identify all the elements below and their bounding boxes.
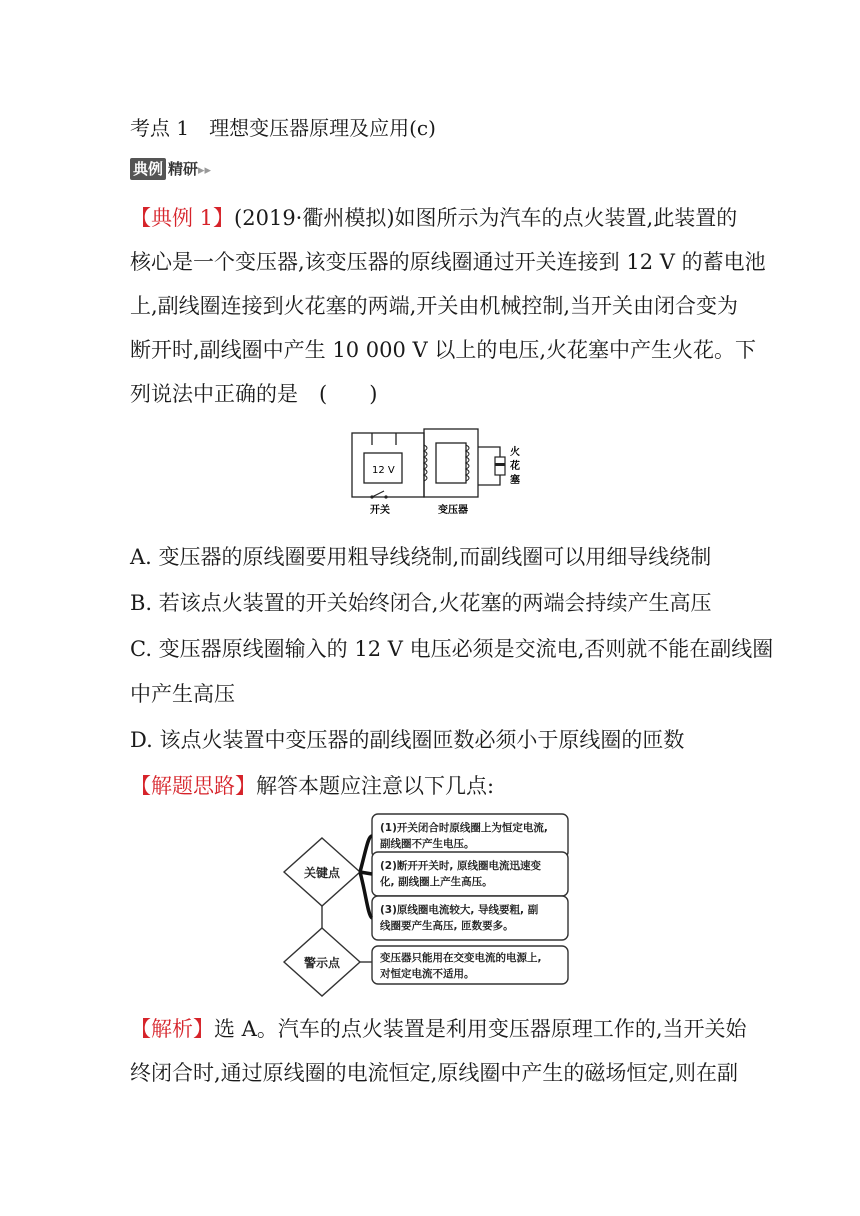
badge-arrow-icon: ▸▸: [198, 163, 212, 178]
warning-label: 警示点: [304, 956, 341, 970]
analysis-tag: 【解析】: [130, 1017, 214, 1041]
option-c: C. 变压器原线圈输入的 12 V 电压必须是交流电,否则就不能在副线圈: [130, 637, 774, 661]
analysis-line-2: 终闭合时,通过原线圈的电流恒定,原线圈中产生的磁场恒定,则在副: [130, 1061, 739, 1085]
key-point-box-2: [372, 852, 568, 896]
key-point-2-line-2: 化, 副线圈上产生高压。: [380, 876, 493, 888]
switch-label: 开关: [370, 505, 390, 516]
badge-part2: 精研: [168, 160, 199, 178]
warning-point-line-1: 变压器只能用在交变电流的电源上,: [380, 952, 542, 964]
example-text: (2019·衢州模拟)如图所示为汽车的点火装置,此装置的: [234, 206, 738, 230]
example-line-1: [130, 204, 737, 232]
example-tag: 【典例 1】: [130, 206, 235, 230]
transformer-label: 变压器: [438, 505, 468, 516]
approach-text: 解答本题应注意以下几点:: [256, 774, 495, 798]
ignition-circuit-figure: [340, 425, 530, 517]
battery-label: 12 V: [372, 465, 395, 476]
badge-part1: 典例: [130, 158, 166, 180]
key-point-3-line-2: 线圈要产生高压, 匝数要多。: [380, 920, 514, 932]
key-point-3-line-1: (3)原线圈电流较大, 导线要粗, 副: [380, 904, 539, 916]
example-line-5: 列说法中正确的是 ( ): [130, 382, 378, 406]
plug-label-3: 塞: [510, 475, 520, 486]
option-c-continued: 中产生高压: [130, 682, 235, 706]
key-point-box-3: [372, 896, 568, 940]
example-line-4: 断开时,副线圈中产生 10 000 V 以上的电压,火花塞中产生火花。下: [130, 338, 757, 362]
approach-line: [130, 772, 494, 800]
warning-point-line-2: 对恒定电流不适用。: [380, 968, 475, 980]
section-heading: 考点 1 理想变压器原理及应用(c): [130, 116, 436, 140]
secondary-coil: [466, 445, 469, 481]
key-point-1-line-2: 副线圈不产生电压。: [380, 838, 475, 850]
key-point-1-line-1: (1)开关闭合时原线圈上为恒定电流,: [380, 822, 548, 834]
primary-coil: [424, 445, 427, 481]
key-label: 关键点: [304, 866, 341, 880]
transformer-core: [424, 429, 478, 497]
analysis-text: 选 A。汽车的点火装置是利用变压器原理工作的,当开关始: [214, 1017, 747, 1041]
plug-label-2: 花: [510, 461, 520, 472]
example-line-3: 上,副线圈连接到火花塞的两端,开关由机械控制,当开关由闭合变为: [130, 294, 739, 318]
brace-icon: [360, 836, 372, 918]
key-points-diagram: [280, 810, 580, 1000]
key-point-2-line-1: (2)断开开关时, 原线圈电流迅速变: [380, 860, 542, 872]
plug-label-1: 火: [510, 447, 520, 458]
example-line-2: 核心是一个变压器,该变压器的原线圈通过开关连接到 12 V 的蓄电池: [130, 250, 766, 274]
analysis-line-1: [130, 1015, 747, 1043]
approach-tag: 【解题思路】: [130, 774, 256, 798]
option-b: B. 若该点火装置的开关始终闭合,火花塞的两端会持续产生高压: [130, 591, 712, 615]
example-study-badge: [130, 158, 226, 182]
switch-icon: [372, 491, 384, 497]
option-a: A. 变压器的原线圈要用粗导线绕制,而副线圈可以用细导线绕制: [130, 545, 712, 569]
option-d: D. 该点火装置中变压器的副线圈匝数必须小于原线圈的匝数: [130, 728, 685, 752]
